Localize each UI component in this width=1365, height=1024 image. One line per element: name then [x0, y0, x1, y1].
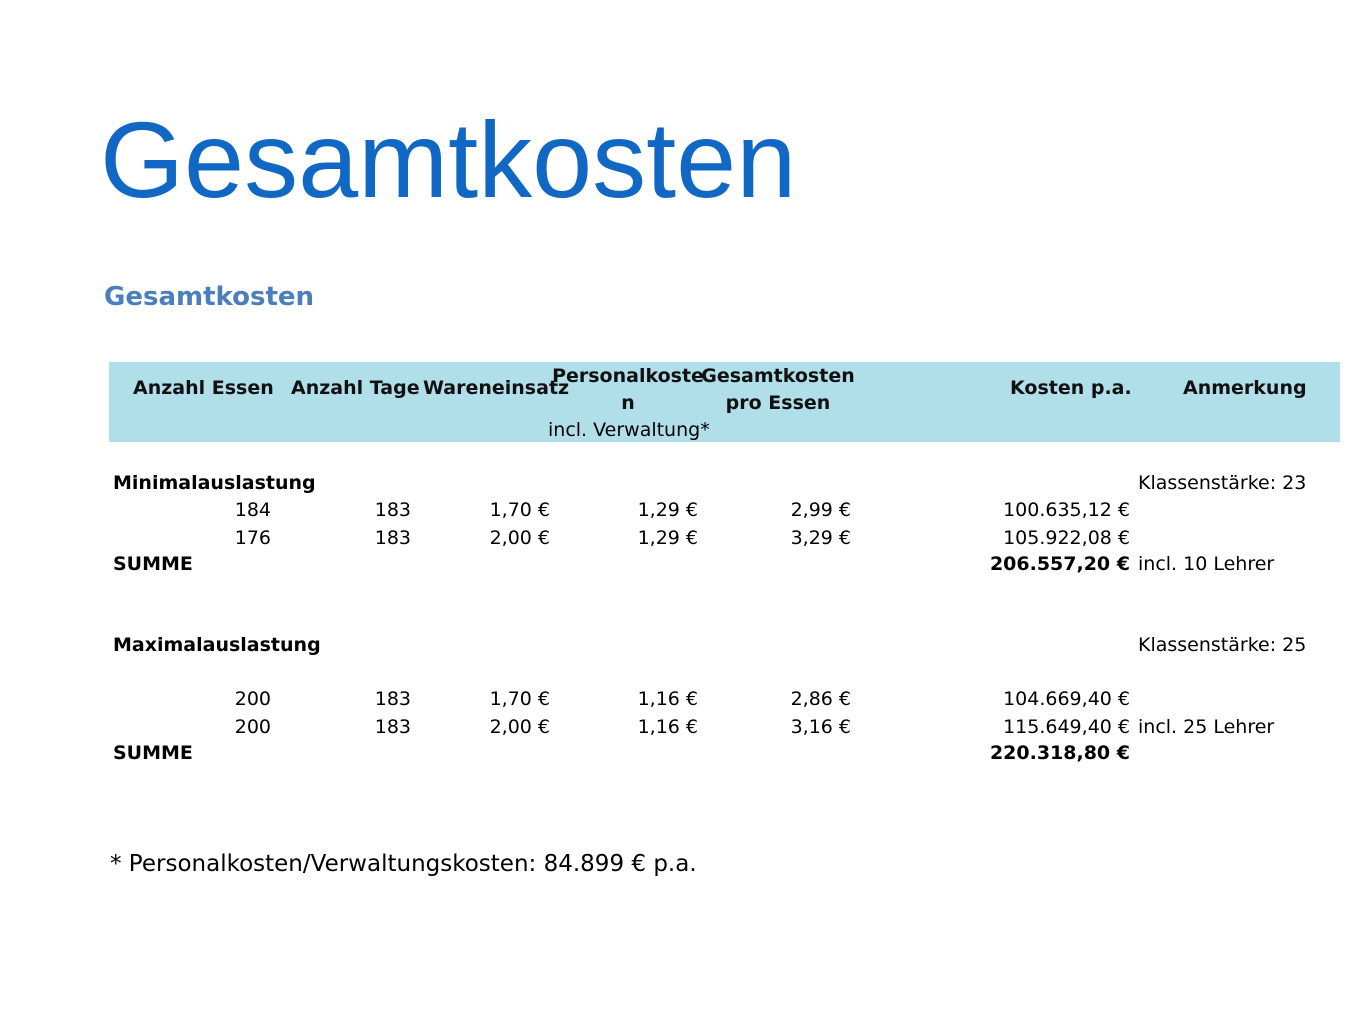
- footnote: * Personalkosten/Verwaltungskosten: 84.899 € p.a.: [110, 851, 697, 877]
- cell-anzahl-tage: 183: [374, 499, 411, 521]
- cell-anzahl-essen: 200: [234, 688, 271, 710]
- cell-personalkosten: 1,16 €: [637, 688, 698, 710]
- cell-gesamtkosten: 2,99 €: [790, 499, 851, 521]
- cell-personalkosten: 1,16 €: [637, 716, 698, 738]
- cell-kosten-pa: 100.635,12 €: [1003, 499, 1130, 521]
- cell-kosten-pa: 105.922,08 €: [1003, 527, 1130, 549]
- header-kosten-pa: Kosten p.a.: [1010, 377, 1132, 399]
- cell-anzahl-tage: 183: [374, 688, 411, 710]
- sum-value: 206.557,20 €: [989, 553, 1130, 575]
- group-note: Klassenstärke: 23: [1138, 472, 1307, 494]
- cell-kosten-pa: 104.669,40 €: [1003, 688, 1130, 710]
- sum-value: 220.318,80 €: [989, 742, 1130, 764]
- sum-label: SUMME: [113, 553, 193, 575]
- header-gesamtkosten-line1: Gesamtkosten: [701, 365, 855, 387]
- group-label-maximalauslastung: Maximalauslastung: [113, 634, 321, 656]
- cell-personalkosten: 1,29 €: [637, 499, 698, 521]
- group-note: Klassenstärke: 25: [1138, 634, 1307, 656]
- header-personalkosten-line3: incl. Verwaltung*: [548, 419, 710, 441]
- header-gesamtkosten-line2: pro Essen: [725, 392, 831, 414]
- cell-kosten-pa: 115.649,40 €: [1003, 716, 1130, 738]
- group-label-minimalauslastung: Minimalauslastung: [113, 472, 316, 494]
- header-personalkosten-line2: n: [621, 392, 635, 414]
- cell-anzahl-essen: 184: [234, 499, 271, 521]
- cell-wareneinsatz: 2,00 €: [489, 527, 550, 549]
- cell-anzahl-tage: 183: [374, 716, 411, 738]
- cell-gesamtkosten: 3,29 €: [790, 527, 851, 549]
- header-anzahl-tage: Anzahl Tage: [291, 377, 420, 399]
- cell-wareneinsatz: 1,70 €: [489, 499, 550, 521]
- cell-gesamtkosten: 3,16 €: [790, 716, 851, 738]
- header-anzahl-essen: Anzahl Essen: [133, 377, 274, 399]
- slide-title: Gesamtkosten: [100, 99, 797, 220]
- sum-note: incl. 10 Lehrer: [1138, 553, 1275, 575]
- cell-anzahl-essen: 176: [234, 527, 271, 549]
- header-anmerkung: Anmerkung: [1183, 377, 1307, 399]
- cell-anmerkung: incl. 25 Lehrer: [1138, 716, 1275, 738]
- cell-wareneinsatz: 2,00 €: [489, 716, 550, 738]
- cell-anzahl-essen: 200: [234, 716, 271, 738]
- cell-wareneinsatz: 1,70 €: [489, 688, 550, 710]
- cell-gesamtkosten: 2,86 €: [790, 688, 851, 710]
- header-wareneinsatz: Wareneinsatz: [423, 377, 570, 399]
- header-personalkosten-line1: Personalkoste: [552, 365, 704, 387]
- section-heading: Gesamtkosten: [104, 282, 315, 312]
- cell-anzahl-tage: 183: [374, 527, 411, 549]
- cell-personalkosten: 1,29 €: [637, 527, 698, 549]
- sum-label: SUMME: [113, 742, 193, 764]
